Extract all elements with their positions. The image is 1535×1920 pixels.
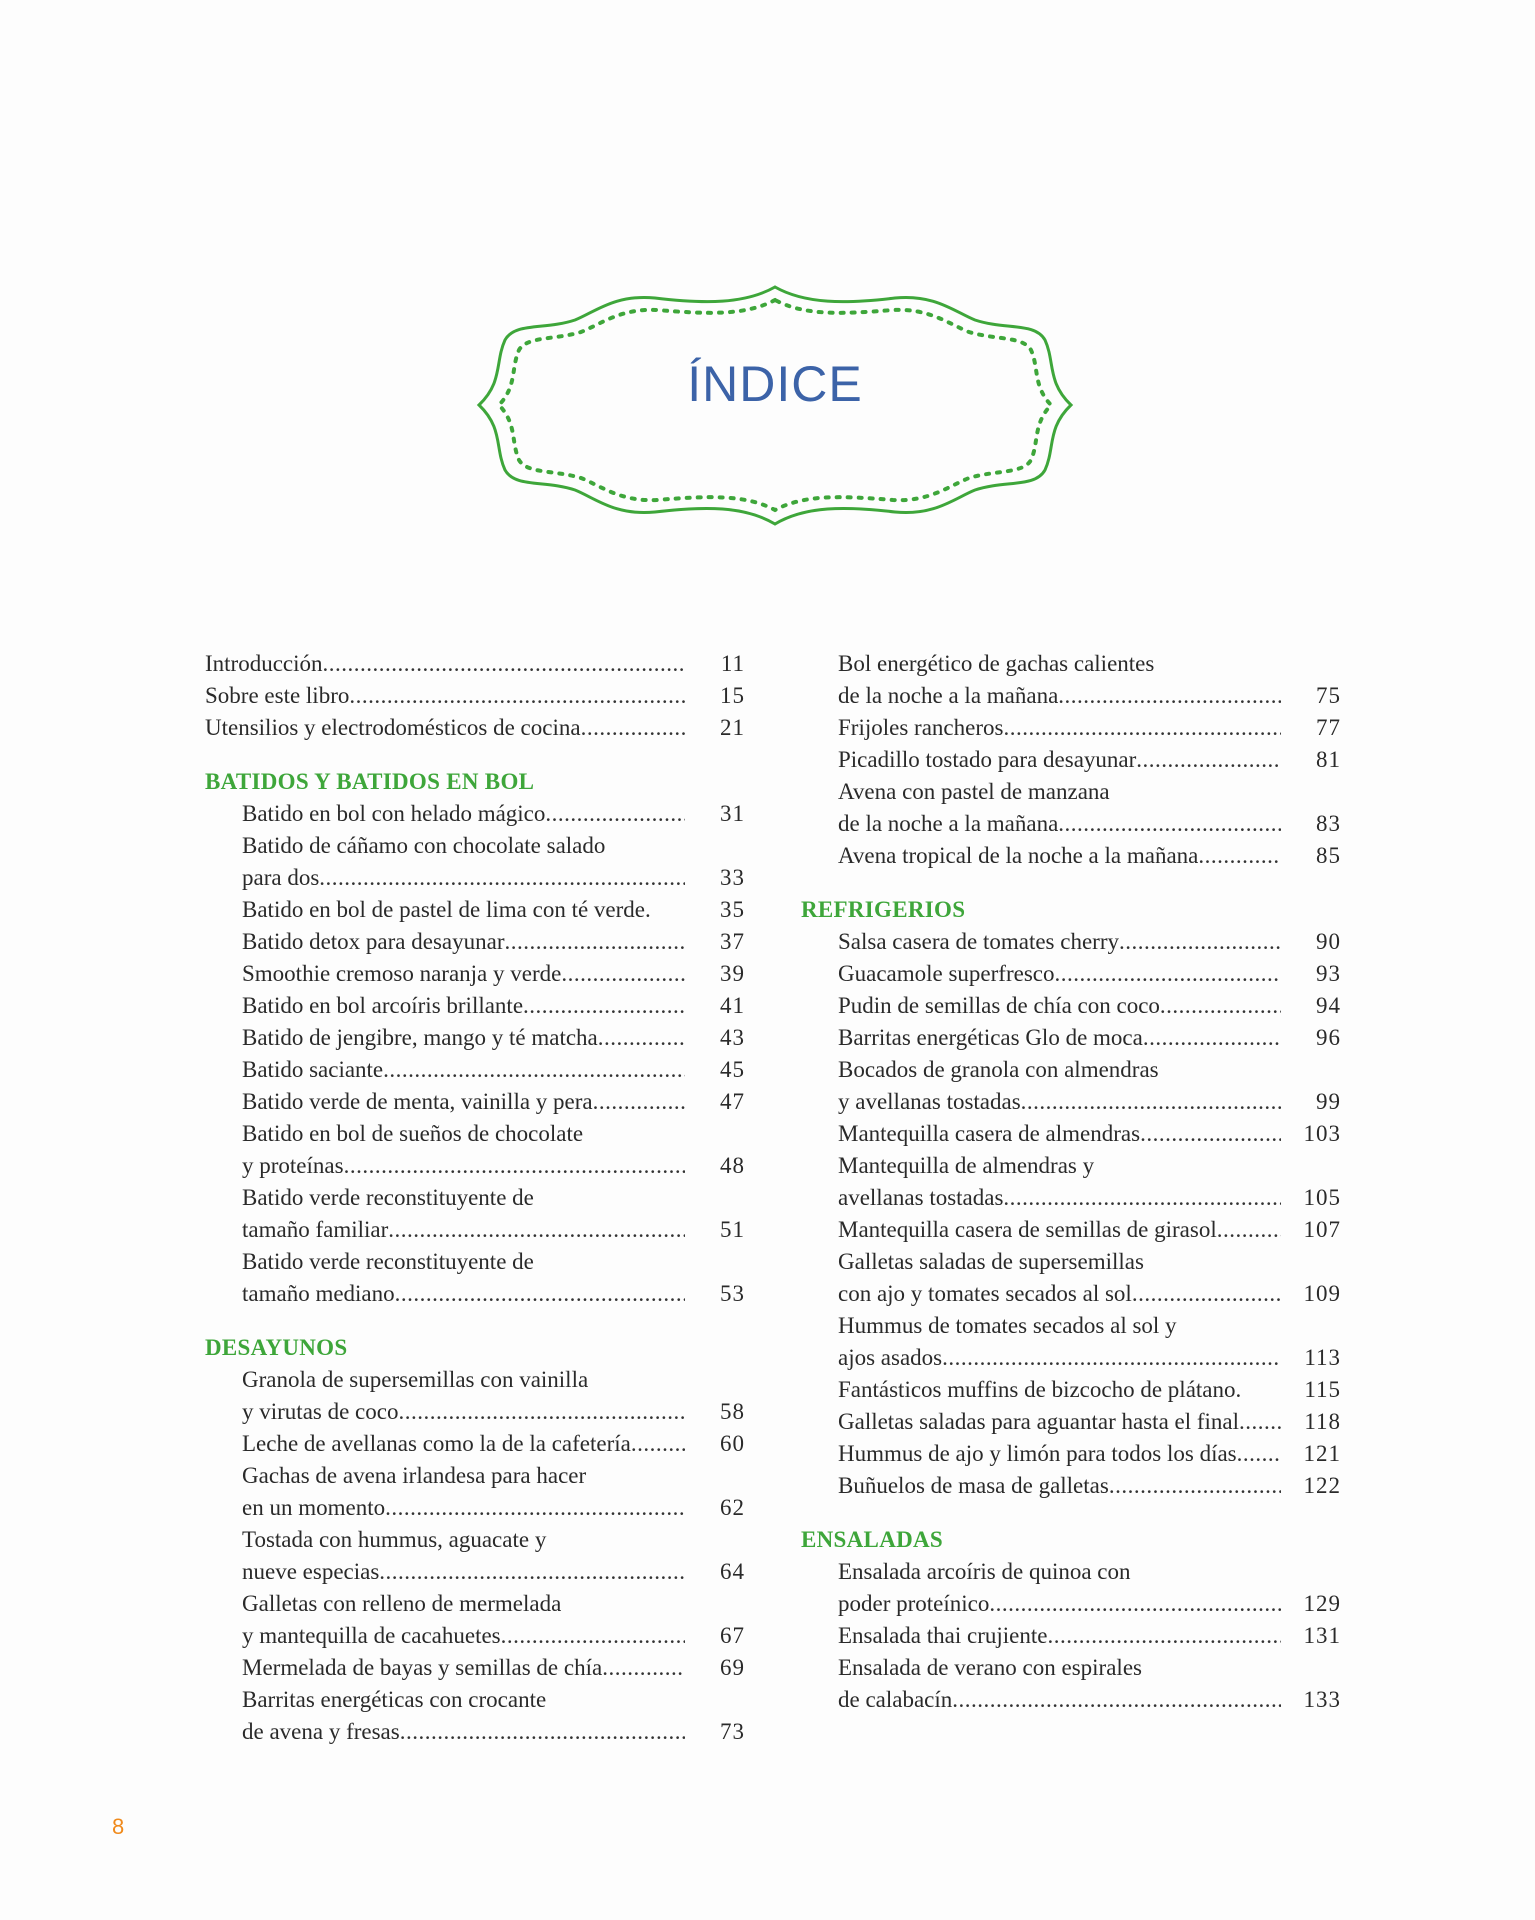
toc-entry-title: Tostada con hummus, aguacate y — [242, 1527, 547, 1552]
toc-entry-continued[interactable] — [205, 1684, 745, 1716]
toc-entry-title: Salsa casera de tomates cherry — [838, 929, 1119, 954]
toc-entry-page: 62 — [720, 1495, 745, 1520]
toc-entry-page: 85 — [1316, 843, 1341, 868]
toc-entry-continued[interactable] — [801, 1246, 1341, 1278]
toc-entry[interactable] — [205, 1278, 745, 1310]
toc-entry[interactable] — [205, 1716, 745, 1748]
toc-entry-continued[interactable] — [801, 1150, 1341, 1182]
toc-entry-page: 41 — [720, 993, 745, 1018]
toc-entry[interactable] — [801, 1118, 1341, 1150]
toc-entry[interactable] — [205, 648, 745, 680]
toc-entry[interactable] — [205, 798, 745, 830]
toc-entry-title: Hummus de tomates secados al sol y — [838, 1313, 1177, 1338]
toc-entry-continued[interactable] — [205, 1182, 745, 1214]
toc-entry-title: Batido en bol de sueños de chocolate — [242, 1121, 584, 1146]
toc-entry-title: y proteínas — [242, 1153, 344, 1178]
toc-entry-title: Pudin de semillas de chía con coco — [838, 993, 1160, 1018]
toc-entry-title: Granola de supersemillas con vainilla — [242, 1367, 589, 1392]
toc-entry[interactable] — [801, 1214, 1341, 1246]
toc-entry[interactable] — [801, 1022, 1341, 1054]
toc-entry-page: 45 — [720, 1057, 745, 1082]
toc-entry[interactable] — [205, 1556, 745, 1588]
toc-entry-title: Galletas saladas de supersemillas — [838, 1249, 1144, 1274]
toc-entry[interactable] — [801, 680, 1341, 712]
toc-entry-continued[interactable] — [205, 1524, 745, 1556]
toc-entry-page: 15 — [720, 683, 745, 708]
toc-entry-title: Ensalada arcoíris de quinoa con — [838, 1559, 1131, 1584]
toc-entry-title: Barritas energéticas con crocante — [242, 1687, 547, 1712]
toc-left-column — [205, 648, 745, 1748]
toc-entry-title: de calabacín — [838, 1687, 953, 1712]
toc-entry[interactable] — [205, 1620, 745, 1652]
toc-entry-continued[interactable] — [205, 1364, 745, 1396]
toc-entry-title: Batido en bol con helado mágico — [242, 801, 546, 826]
toc-entry[interactable] — [205, 1150, 745, 1182]
toc-entry[interactable] — [801, 1406, 1341, 1438]
toc-entry-title: Bol energético de gachas calientes — [838, 651, 1155, 676]
toc-entry[interactable] — [205, 990, 745, 1022]
toc-entry[interactable] — [801, 1086, 1341, 1118]
toc-entry-page: 60 — [720, 1431, 745, 1456]
toc-entry[interactable] — [205, 1054, 745, 1086]
section-heading-desayunos: DESAYUNOS — [205, 1335, 348, 1360]
toc-entry-title: avellanas tostadas — [838, 1185, 1004, 1210]
page-number: 8 — [112, 1814, 125, 1839]
toc-entry-title: Picadillo tostado para desayunar — [838, 747, 1137, 772]
toc-entry-page: 47 — [720, 1089, 745, 1114]
toc-entry-title: Batido en bol de pastel de lima con té verde. — [242, 897, 651, 922]
toc-entry-title: Batido saciante — [242, 1057, 384, 1082]
toc-entry-title: Barritas energéticas Glo de moca — [838, 1025, 1143, 1050]
toc-entry-title: y virutas de coco — [242, 1399, 399, 1424]
toc-entry-page: 113 — [1304, 1345, 1341, 1370]
toc-entry-page: 37 — [720, 929, 745, 954]
toc-entry-page: 122 — [1303, 1473, 1341, 1498]
toc-entry-title: Galletas con relleno de mermelada — [242, 1591, 562, 1616]
toc-entry[interactable] — [801, 808, 1341, 840]
toc-entry-title: Smoothie cremoso naranja y verde — [242, 961, 562, 986]
toc-entry-title: con ajo y tomates secados al sol — [838, 1281, 1132, 1306]
toc-entry[interactable] — [801, 840, 1341, 872]
toc-entry-title: Bocados de granola con almendras — [838, 1057, 1159, 1082]
toc-entry-page: 58 — [720, 1399, 745, 1424]
toc-entry[interactable] — [801, 958, 1341, 990]
toc-entry[interactable] — [801, 1374, 1341, 1406]
toc-entry-title: Avena con pastel de manzana — [838, 779, 1110, 804]
toc-entry-page: 64 — [720, 1559, 745, 1584]
toc-entry[interactable] — [801, 1182, 1341, 1214]
toc-entry-title: Leche de avellanas como la de la cafetería — [242, 1431, 631, 1456]
toc-entry[interactable] — [801, 1438, 1341, 1470]
toc-entry-page: 129 — [1303, 1591, 1341, 1616]
toc-entry-page: 109 — [1303, 1281, 1341, 1306]
toc-entry-title: Mantequilla casera de semillas de girasol — [838, 1217, 1217, 1242]
toc-entry-page: 35 — [720, 897, 745, 922]
toc-right-column — [801, 648, 1341, 1716]
toc-entry-page: 31 — [720, 801, 745, 826]
toc-entry[interactable] — [205, 680, 745, 712]
toc-entry-page: 51 — [720, 1217, 745, 1242]
toc-entry[interactable] — [801, 1620, 1341, 1652]
toc-entry-title: Mantequilla casera de almendras — [838, 1121, 1141, 1146]
toc-entry-title: Guacamole superfresco — [838, 961, 1055, 986]
toc-entry-page: 73 — [720, 1719, 745, 1744]
toc-entry-title: de la noche a la mañana — [838, 811, 1059, 836]
toc-entry-title: Avena tropical de la noche a la mañana — [838, 843, 1199, 868]
toc-entry-title: de la noche a la mañana — [838, 683, 1059, 708]
toc-entry-title: Fantásticos muffins de bizcocho de plátano. — [838, 1377, 1242, 1402]
toc-entry-title: y mantequilla de cacahuetes — [242, 1623, 501, 1648]
toc-entry-page: 115 — [1304, 1377, 1341, 1402]
toc-entry-title: ajos asados — [838, 1345, 943, 1370]
toc-entry-title: tamaño familiar — [242, 1217, 389, 1242]
toc-entry-title: Sobre este libro — [205, 683, 350, 708]
toc-entry-page: 43 — [720, 1025, 745, 1050]
toc-entry-page: 53 — [720, 1281, 745, 1306]
toc-entry-continued[interactable] — [801, 1310, 1341, 1342]
toc-entry[interactable] — [801, 1278, 1341, 1310]
toc-entry-continued[interactable] — [801, 648, 1341, 680]
toc-entry-continued[interactable] — [205, 1118, 745, 1150]
section-heading-refrigerios: REFRIGERIOS — [801, 897, 966, 922]
toc-entry-title: Batido verde reconstituyente de — [242, 1249, 534, 1274]
toc-entry-title: Batido en bol arcoíris brillante — [242, 993, 524, 1018]
toc-entry-page: 107 — [1303, 1217, 1341, 1242]
toc-entry-page: 94 — [1316, 993, 1341, 1018]
toc-entry[interactable] — [205, 1086, 745, 1118]
toc-entry-title: Introducción — [205, 651, 323, 676]
section-heading-batidos: BATIDOS Y BATIDOS EN BOL — [205, 769, 535, 794]
toc-entry-page: 33 — [720, 865, 745, 890]
toc-entry-page: 103 — [1303, 1121, 1341, 1146]
toc-entry-page: 96 — [1316, 1025, 1341, 1050]
toc-entry-page: 81 — [1316, 747, 1341, 772]
toc-entry[interactable] — [205, 1652, 745, 1684]
toc-entry-title: Ensalada thai crujiente — [838, 1623, 1048, 1648]
toc-entry-title: Batido detox para desayunar — [242, 929, 505, 954]
toc-entry[interactable] — [801, 1342, 1341, 1374]
toc-entry-page: 93 — [1316, 961, 1341, 986]
toc-entry-page: 131 — [1303, 1623, 1341, 1648]
toc-entry[interactable] — [801, 1684, 1341, 1716]
toc-entry-page: 90 — [1316, 929, 1341, 954]
toc-entry-title: en un momento — [242, 1495, 386, 1520]
toc-entry-title: poder proteínico — [838, 1591, 990, 1616]
toc-entry-page: 67 — [720, 1623, 745, 1648]
toc-entry-title: Batido verde de menta, vainilla y pera — [242, 1089, 593, 1114]
toc-entry-title: Mantequilla de almendras y — [838, 1153, 1095, 1178]
toc-entry[interactable] — [205, 1492, 745, 1524]
toc-entry-continued[interactable] — [801, 1054, 1341, 1086]
toc-entry-continued[interactable] — [205, 1588, 745, 1620]
toc-entry[interactable] — [205, 862, 745, 894]
toc-entry-page: 69 — [720, 1655, 745, 1680]
toc-entry-title: Batido de jengibre, mango y té matcha — [242, 1025, 598, 1050]
toc-entry-title: Frijoles rancheros — [838, 715, 1004, 740]
toc-entry-page: 11 — [720, 651, 745, 676]
toc-entry-title: Buñuelos de masa de galletas — [838, 1473, 1109, 1498]
toc-entry-title: Mermelada de bayas y semillas de chía — [242, 1655, 603, 1680]
toc-entry[interactable] — [205, 926, 745, 958]
toc-entry-title: de avena y fresas — [242, 1719, 400, 1744]
toc-entry-continued[interactable] — [801, 776, 1341, 808]
toc-entry-page: 99 — [1316, 1089, 1341, 1114]
toc-entry[interactable] — [205, 1022, 745, 1054]
toc-entry-page: 121 — [1303, 1441, 1341, 1466]
toc-entry[interactable] — [205, 1214, 745, 1246]
toc-entry[interactable] — [205, 1396, 745, 1428]
toc-entry-page: 48 — [720, 1153, 745, 1178]
toc-entry-page: 133 — [1303, 1687, 1341, 1712]
section-heading-ensaladas: ENSALADAS — [801, 1527, 944, 1552]
toc-entry-continued[interactable] — [205, 1246, 745, 1278]
toc-entry-page: 83 — [1316, 811, 1341, 836]
toc-entry-page: 118 — [1304, 1409, 1341, 1434]
toc-entry-title: tamaño mediano — [242, 1281, 395, 1306]
toc-entry-title: y avellanas tostadas — [838, 1089, 1021, 1114]
toc-entry-page: 105 — [1303, 1185, 1341, 1210]
toc-entry-title: Gachas de avena irlandesa para hacer — [242, 1463, 587, 1488]
toc-entry-page: 21 — [720, 715, 745, 740]
toc-entry[interactable] — [801, 1470, 1341, 1502]
toc-entry[interactable] — [801, 712, 1341, 744]
toc-entry-title: Batido de cáñamo con chocolate salado — [242, 833, 606, 858]
toc-entry-continued[interactable] — [801, 1556, 1341, 1588]
toc-entry-title: Batido verde reconstituyente de — [242, 1185, 534, 1210]
toc-entry-page: 39 — [720, 961, 745, 986]
toc-entry-title: nueve especias — [242, 1559, 380, 1584]
toc-entry[interactable] — [801, 744, 1341, 776]
toc-entry-title: para dos — [242, 865, 320, 890]
toc-entry-title: Galletas saladas para aguantar hasta el final — [838, 1409, 1240, 1434]
toc-entry[interactable] — [205, 1428, 745, 1460]
toc-entry-continued[interactable] — [205, 830, 745, 862]
toc-entry-continued[interactable] — [205, 1460, 745, 1492]
toc-entry-title: Hummus de ajo y limón para todos los días — [838, 1441, 1237, 1466]
toc-entry-page: 75 — [1316, 683, 1341, 708]
toc-entry[interactable] — [205, 712, 745, 744]
toc-entry[interactable] — [205, 958, 745, 990]
page-title: ÍNDICE — [687, 356, 863, 412]
toc-entry[interactable] — [801, 1588, 1341, 1620]
toc-entry[interactable] — [205, 894, 745, 926]
toc-entry[interactable] — [801, 926, 1341, 958]
toc-entry-title: Ensalada de verano con espirales — [838, 1655, 1142, 1680]
toc-entry-page: 77 — [1316, 715, 1341, 740]
toc-entry-continued[interactable] — [801, 1652, 1341, 1684]
toc-entry-title: Utensilios y electrodomésticos de cocina — [205, 715, 581, 740]
toc-entry[interactable] — [801, 990, 1341, 1022]
